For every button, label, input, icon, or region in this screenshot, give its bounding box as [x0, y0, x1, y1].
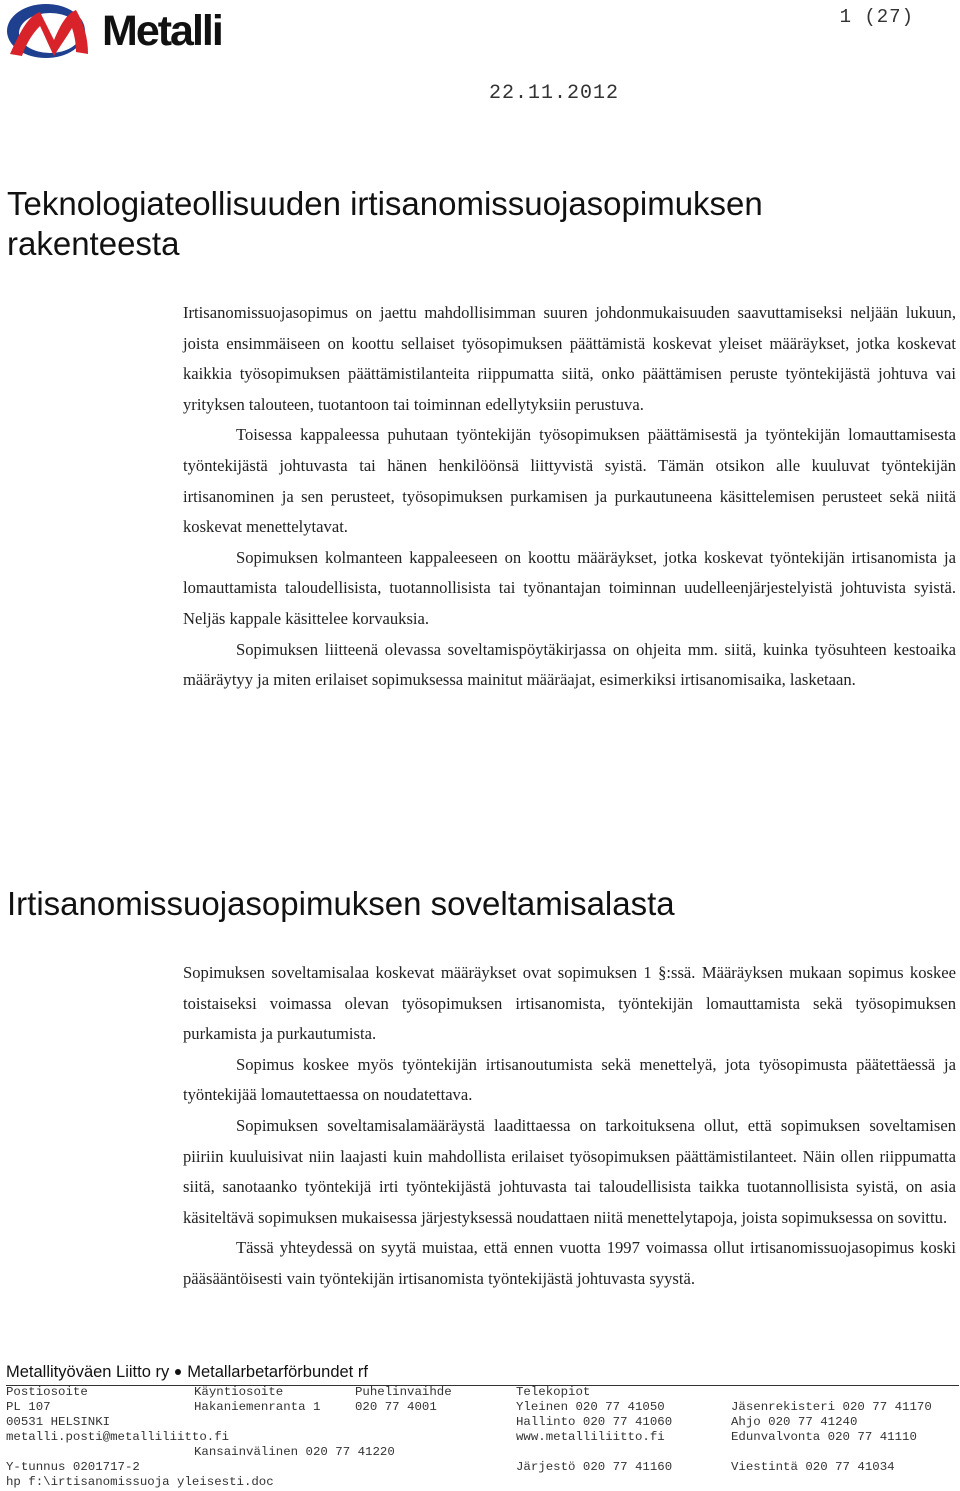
- footer-divider: [6, 1385, 959, 1386]
- org-name-swedish: Metallarbetarförbundet rf: [187, 1363, 368, 1381]
- paragraph: Irtisanomissuojasopimus on jaettu mahdollisimman suuren johdonmukaisuuden saavuttamiseksi neljään lukuun, joista ensimmäiseen on koottu sellaiset työsopimuksen päättämistä koskevat yleiset määräykset, jotka koskevat kaikkia työsopimuksen päättämistilanteita riippumatta siitä, onko päättämisen peruste työntekijästä johtuva vai yrityksen talouteen, tuotantoon tai toiminnan edellytyksiin perustuva.: [183, 303, 956, 414]
- logo-wordmark: Metalli: [102, 7, 222, 55]
- fax-general: Yleinen 020 77 41050: [516, 1400, 665, 1414]
- business-id: Y-tunnus 0201717-2: [6, 1460, 140, 1474]
- section-title-scope: Irtisanomissuojasopimuksen soveltamisalasta: [7, 885, 675, 922]
- fax-communications: Viestintä 020 77 41034: [731, 1460, 895, 1474]
- paragraph: Sopimuksen liitteenä olevassa soveltamispöytäkirjassa on ohjeita mm. siitä, kuinka työsuhteen kestoaika määräytyy ja miten erilaiset sopimuksessa mainitut määräajat, esimerkiksi irtisanomisaika, lasketaan.: [183, 639, 956, 690]
- document-date: 22.11.2012: [489, 82, 620, 105]
- website-link[interactable]: www.metalliliitto.fi: [516, 1430, 665, 1444]
- paragraph: Sopimuksen soveltamisalamääräystä laadittaessa on tarkoituksena ollut, että sopimuksen soveltamisen piiriin kuuluisivat niin laajasti kuin mahdollista erilaiset työsopimuksen päättämistilanteet. Näin ollen riippumatta siitä, sanotaanko työntekijä irti työntekijästä johtuvasta tai taloudellisista taikka tuotannollisista syistä, on asia käsiteltävä sopimuksen mukaisessa järjestyksessä noudattaen niitä menettelytapoja, joista sopimuksessa on sovittu.: [183, 1115, 956, 1227]
- paragraph: Sopimus koskee myös työntekijän irtisanoutumista sekä menettelyä, jota työsopimusta päätettäessä ja työntekijää lomautettaessa on noudatettava.: [183, 1054, 956, 1105]
- fax-heading: Telekopiot: [516, 1385, 591, 1399]
- postal-heading: Postiosoite: [6, 1385, 88, 1399]
- international-phone: Kansainvälinen 020 77 41220: [194, 1445, 395, 1459]
- footer-organization: [6, 1363, 368, 1382]
- fax-supervision: Edunvalvonta 020 77 41110: [731, 1430, 917, 1444]
- postal-city: 00531 HELSINKI: [6, 1415, 111, 1429]
- email-link[interactable]: metalli.posti@metalliliitto.fi: [6, 1430, 230, 1444]
- section-title-structure: [7, 184, 927, 264]
- paragraph: Toisessa kappaleessa puhutaan työntekijän työsopimuksen päättämisestä ja työntekijän lomauttamisesta työntekijästä johtuvasta tai hänen henkilöönsä liittyvistä syistä. Tämän otsikon alle kuuluvat työntekijän irtisanominen ja sen perusteet, työsopimuksen purkamisen ja purkautuneena käsittelemisen perusteet sekä niitä koskevat menettelytavat.: [183, 425, 956, 537]
- fax-ahjo: Ahjo 020 77 41240: [731, 1415, 858, 1429]
- metalli-logo-mark-icon: [6, 2, 98, 60]
- title-line-1: Teknologiateollisuuden irtisanomissuojasopimuksen: [7, 185, 763, 222]
- page-number: 1 (27): [839, 6, 914, 28]
- section-structure-body: [183, 298, 956, 696]
- phone-number: 020 77 4001: [355, 1400, 437, 1414]
- section-scope-body: [183, 958, 956, 1295]
- postal-box: PL 107: [6, 1400, 51, 1414]
- paragraph: Tässä yhteydessä on syytä muistaa, että ennen vuotta 1997 voimassa ollut irtisanomissuojasopimus koski pääsääntöisesti vain työntekijän irtisanomista työntekijästä johtuvasta syystä.: [183, 1238, 956, 1288]
- title-line-2: rakenteesta: [7, 225, 180, 262]
- bullet-icon: [175, 1369, 181, 1375]
- metalli-logo: [6, 2, 236, 60]
- visit-address: Hakaniemenranta 1: [194, 1400, 321, 1414]
- visit-heading: Käyntiosoite: [194, 1385, 284, 1399]
- fax-organization: Järjestö 020 77 41160: [516, 1460, 673, 1474]
- paragraph: Sopimuksen kolmanteen kappaleeseen on koottu määräykset, jotka koskevat työntekijän irtisanomista ja lomauttamista taloudellisista, tuotannollisista tai työnantajan toiminnan uudelleenjärjestelyistä johtuvista syistä. Neljäs kappale käsittelee korvauksia.: [183, 547, 956, 628]
- paragraph: Sopimuksen soveltamisalaa koskevat määräykset ovat sopimuksen 1 §:ssä. Määräyksen mukaan sopimus koskee toistaiseksi voimassa olevan työsopimuksen irtisanomista, työntekijän lomauttamista sekä työsopimuksen purkamista ja purkautumista.: [183, 963, 956, 1044]
- phone-heading: Puhelinvaihde: [355, 1385, 452, 1399]
- fax-registry: Jäsenrekisteri 020 77 41170: [731, 1400, 932, 1414]
- fax-admin: Hallinto 020 77 41060: [516, 1415, 673, 1429]
- file-path: hp f:\irtisanomissuoja yleisesti.doc: [6, 1475, 274, 1489]
- org-name-finnish: Metallityöväen Liitto ry: [6, 1363, 170, 1381]
